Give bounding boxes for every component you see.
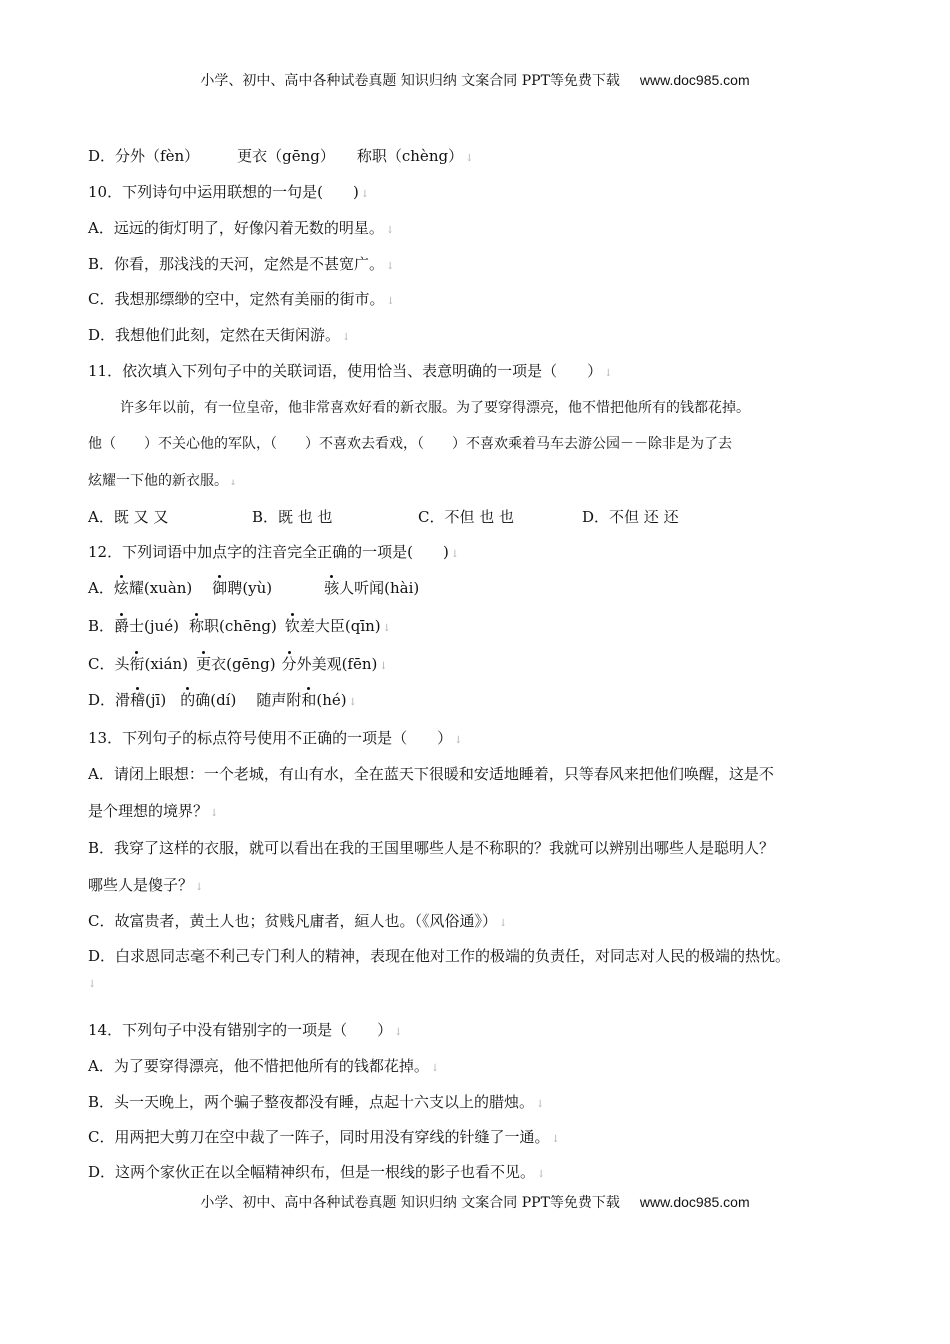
text-segment: 职(chēng) bbox=[203, 617, 277, 635]
text-segment: 确(dí) bbox=[195, 691, 237, 709]
paragraph-mark: ↓ bbox=[498, 918, 508, 929]
text-segment: C．头 bbox=[88, 655, 130, 673]
text-segment: D．白求恩同志毫不利己专门利人的精神，表现在他对工作的极端的负责任，对同志对人民的极端的热忱。 bbox=[88, 947, 791, 965]
page-header bbox=[0, 70, 950, 90]
option-line bbox=[88, 764, 774, 784]
dotted-char: 钦 bbox=[284, 617, 300, 635]
dotted-char: 炫 bbox=[113, 579, 129, 597]
text-segment: A．为了要穿得漂亮，他不惜把他所有的钱都花掉。 bbox=[88, 1057, 429, 1075]
paragraph-mark: ↓ bbox=[88, 979, 97, 990]
option-line bbox=[88, 654, 388, 677]
paragraph-mark: ↓ bbox=[604, 368, 613, 379]
option-line bbox=[88, 875, 203, 898]
paragraph-mark: ↓ bbox=[551, 1134, 560, 1145]
option-line bbox=[88, 1162, 545, 1185]
text-segment: 哪些人是傻子？ bbox=[88, 876, 194, 894]
passage-line bbox=[88, 471, 236, 493]
footer-text: 小学、初中、高中各种试卷真题 知识归纳 文案合同 PPT等免费下载 bbox=[200, 1195, 620, 1211]
option-line bbox=[88, 507, 888, 527]
question-12 bbox=[88, 542, 459, 565]
page-footer bbox=[0, 1192, 950, 1212]
text-segment: D．分外（fèn） bbox=[88, 147, 200, 165]
option-line bbox=[88, 838, 774, 858]
dotted-char: 骇 bbox=[324, 579, 340, 597]
text-segment: A．请闭上眼想：一个老城，有山有水，全在蓝天下很暖和安适地睡着，只等春风来把他们唤醒，这是不 bbox=[88, 765, 774, 783]
dotted-char: 爵 bbox=[114, 617, 130, 635]
text-segment: 13．下列句子的标点符号使用不正确的一项是（ ） bbox=[88, 729, 453, 747]
text-segment: C．故富贵者，黄土人也；贫贱凡庸者，絙人也。（《风俗通》） bbox=[88, 912, 497, 930]
text-segment: 人听闻(hài) bbox=[339, 579, 420, 597]
text-segment: 衣(gēng) bbox=[211, 655, 276, 673]
text-segment: A．远远的街灯明了，好像闪着无数的明星。 bbox=[88, 219, 384, 237]
text-segment: 更衣（gēng） bbox=[237, 147, 335, 165]
option-line bbox=[88, 325, 350, 348]
text-segment: B．既 也 也 bbox=[252, 508, 333, 526]
paragraph-mark: ↓ bbox=[386, 261, 395, 272]
option-line bbox=[88, 578, 419, 598]
question-13 bbox=[88, 728, 462, 751]
option-line bbox=[88, 616, 391, 639]
option-line bbox=[88, 911, 507, 934]
paragraph-mark: ↓ bbox=[394, 1027, 403, 1038]
text-segment: C．我想那缥缈的空中，定然有美丽的街市。 bbox=[88, 290, 385, 308]
option-line bbox=[88, 801, 218, 824]
text-segment: D．这两个家伙正在以全幅精神织布，但是一根线的影子也看不见。 bbox=[88, 1163, 536, 1181]
text-segment: (jī) bbox=[145, 691, 167, 709]
question-11 bbox=[88, 361, 612, 384]
passage-line bbox=[88, 434, 732, 454]
question-14 bbox=[88, 1020, 402, 1043]
text-segment: 差大臣(qīn) bbox=[299, 617, 381, 635]
paragraph-mark: ↓ bbox=[195, 882, 204, 893]
text-segment: C．不但 也 也 bbox=[418, 508, 515, 526]
text-segment: 外美观(fēn) bbox=[296, 655, 378, 673]
text-segment: A．既 又 又 bbox=[88, 508, 169, 526]
text-segment: 11．依次填入下列句子中的关联词语，使用恰当、表意明确的一项是（ ） bbox=[88, 362, 603, 380]
option-line bbox=[88, 1127, 560, 1150]
text-segment: D．滑 bbox=[88, 691, 131, 709]
text-segment: 士(jué) bbox=[129, 617, 179, 635]
question-10 bbox=[88, 182, 369, 205]
paragraph-mark: ↓ bbox=[360, 189, 370, 200]
paragraph-mark: ↓ bbox=[230, 477, 237, 488]
dotted-char: 称 bbox=[188, 617, 204, 635]
text-segment: C．用两把大剪刀在空中裁了一阵子，同时用没有穿线的针缝了一通。 bbox=[88, 1128, 550, 1146]
option-line bbox=[88, 1092, 544, 1115]
paragraph-mark: ↓ bbox=[386, 296, 395, 307]
text-segment: A． bbox=[88, 579, 114, 597]
text-segment: 随声附 bbox=[256, 691, 302, 709]
paragraph-mark: ↓ bbox=[454, 735, 463, 746]
header-site: www.doc985.com bbox=[639, 72, 750, 88]
option-line bbox=[88, 690, 357, 713]
text-segment: B．头一天晚上，两个骗子整夜都没有睡，点起十六支以上的腊烛。 bbox=[88, 1093, 535, 1111]
header-text: 小学、初中、高中各种试卷真题 知识归纳 文案合同 PPT等免费下载 bbox=[200, 73, 620, 89]
text-segment: B．我穿了这样的衣服，就可以看出在我的王国里哪些人是不称职的？我就可以辨别出哪些人是聪明人？ bbox=[88, 839, 775, 857]
paragraph-mark: ↓ bbox=[379, 661, 388, 672]
text-segment: D．我想他们此刻，定然在天街闲游。 bbox=[88, 326, 341, 344]
text-segment: 称职（chèng） bbox=[356, 147, 464, 165]
text-segment: (hé) bbox=[316, 691, 347, 709]
option-line bbox=[88, 218, 394, 241]
text-segment: D．不但 还 还 bbox=[582, 508, 679, 526]
option-line bbox=[88, 1056, 439, 1079]
text-segment: 10．下列诗句中运用联想的一句是( ) bbox=[88, 183, 359, 201]
option-line bbox=[88, 254, 394, 277]
paragraph-mark: ↓ bbox=[450, 549, 460, 560]
text-segment: B．你看，那浅浅的天河，定然是不甚宽广。 bbox=[88, 255, 385, 273]
option-line bbox=[88, 946, 790, 966]
paragraph-mark: ↓ bbox=[210, 808, 219, 819]
footer-site: www.doc985.com bbox=[639, 1194, 750, 1210]
dotted-char: 和 bbox=[301, 691, 317, 709]
dotted-char: 衔 bbox=[129, 655, 145, 673]
text-segment: 是个理想的境界？ bbox=[88, 802, 209, 820]
text-segment: 炫耀一下他的新衣服。 bbox=[88, 473, 228, 489]
text-segment: 14．下列句子中没有错别字的一项是（ ） bbox=[88, 1021, 393, 1039]
paragraph-mark: ↓ bbox=[537, 1169, 546, 1180]
text-segment: 许多年以前，有一位皇帝，他非常喜欢好看的新衣服。为了要穿得漂亮，他不惜把他所有的钱都花掉。 bbox=[120, 400, 750, 416]
dotted-char: 稽 bbox=[130, 691, 146, 709]
paragraph-mark: ↓ bbox=[536, 1099, 545, 1110]
dotted-char: 的 bbox=[180, 691, 196, 709]
dotted-char: 分 bbox=[281, 655, 297, 673]
dotted-char: 更 bbox=[196, 655, 212, 673]
paragraph-mark: ↓ bbox=[342, 332, 351, 343]
option-line bbox=[88, 146, 473, 169]
text-segment: 他（ ）不关心他的军队，（ ）不喜欢去看戏，（ ）不喜欢乘着马车去游公园－－除非是为了去 bbox=[88, 436, 732, 452]
option-line bbox=[88, 289, 395, 312]
passage-line bbox=[120, 398, 750, 418]
paragraph-mark-line bbox=[86, 972, 96, 995]
text-segment: 聘(yù) bbox=[227, 579, 273, 597]
paragraph-mark: ↓ bbox=[348, 697, 357, 708]
text-segment: (xián) bbox=[144, 655, 189, 673]
text-segment: B． bbox=[88, 617, 115, 635]
paragraph-mark: ↓ bbox=[385, 225, 395, 236]
paragraph-mark: ↓ bbox=[382, 623, 392, 634]
paragraph-mark: ↓ bbox=[430, 1063, 440, 1074]
text-segment: 12．下列词语中加点字的注音完全正确的一项是( ) bbox=[88, 543, 449, 561]
paragraph-mark: ↓ bbox=[465, 153, 474, 164]
text-segment: 耀(xuàn) bbox=[128, 579, 193, 597]
dotted-char: 御 bbox=[212, 579, 228, 597]
